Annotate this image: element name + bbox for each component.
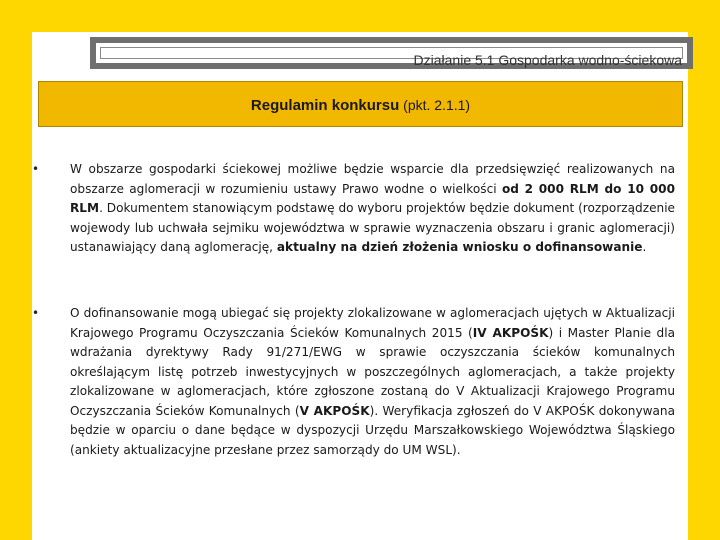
bullet-marker: • (32, 162, 40, 176)
header-box (90, 37, 693, 69)
title-section-ref: (pkt. 2.1.1) (399, 97, 471, 113)
title-line (39, 95, 682, 114)
title-bar (38, 81, 683, 127)
text-segment: ) i Master Planie dla wdrażania dyrektywy Rady 91/271/EWG w sprawie oczyszczania ścieków komunalnych określającym listę potrzeb inwestycyjnych w poszczególnych aglomeracjach, a także projekty zlokalizowane w aglomeracjach, które zgłoszone zostaną do V Aktualizacji Krajowego Programu Oczyszczania Ścieków Komunalnych ( (70, 325, 675, 418)
text-segment: W obszarze gospodarki ściekowej możliwe będzie wsparcie dla przedsięwzięć realizowanych na obszarze aglomeracji w rozumieniu ustawy Prawo wodne o wielkości (70, 162, 675, 196)
text-segment-bold: V AKPOŚK (299, 403, 370, 418)
slide (32, 32, 688, 540)
text-segment: . Dokumentem stanowiącym podstawę do wyboru projektów będzie dokument (rozporządzenie wojewody lub uchwała sejmiku województwa w sprawie wyznaczenia obszaru i granic aglomeracji) ustanawiający daną aglomerację, (70, 201, 675, 254)
bullet-text-1 (70, 160, 675, 258)
text-segment-bold: aktualny na dzień złożenia wniosku o dofinansowanie (276, 240, 643, 254)
header-inner-frame (100, 47, 683, 68)
text-segment-bold: od 2 000 RLM do 10 000 RLM (70, 181, 675, 215)
header-title: Działanie 5.1 Gospodarka wodno-ściekowa (413, 52, 682, 68)
text-segment-bold: IV AKPOŚK (472, 325, 549, 340)
title-main: Regulamin konkursu (250, 97, 400, 114)
text-segment: ). Weryfikacja zgłoszeń do V AKPOŚK dokonywana będzie w oparciu o dane będące w dyspozycji Urzędu Marszałkowskiego Województwa Śląskiego (ankiety aktualizacyjne przesłane przez samorządy do UM WSL). (70, 403, 675, 457)
bullet-marker: • (32, 306, 40, 320)
text-segment: . (642, 240, 647, 254)
text-segment: O dofinansowanie mogą ubiegać się projekty zlokalizowane w aglomeracjach ujętych w Aktualizacji Krajowego Programu Oczyszczania Ścieków Komunalnych 2015 ( (70, 306, 675, 340)
bullet-text-2 (70, 304, 675, 460)
